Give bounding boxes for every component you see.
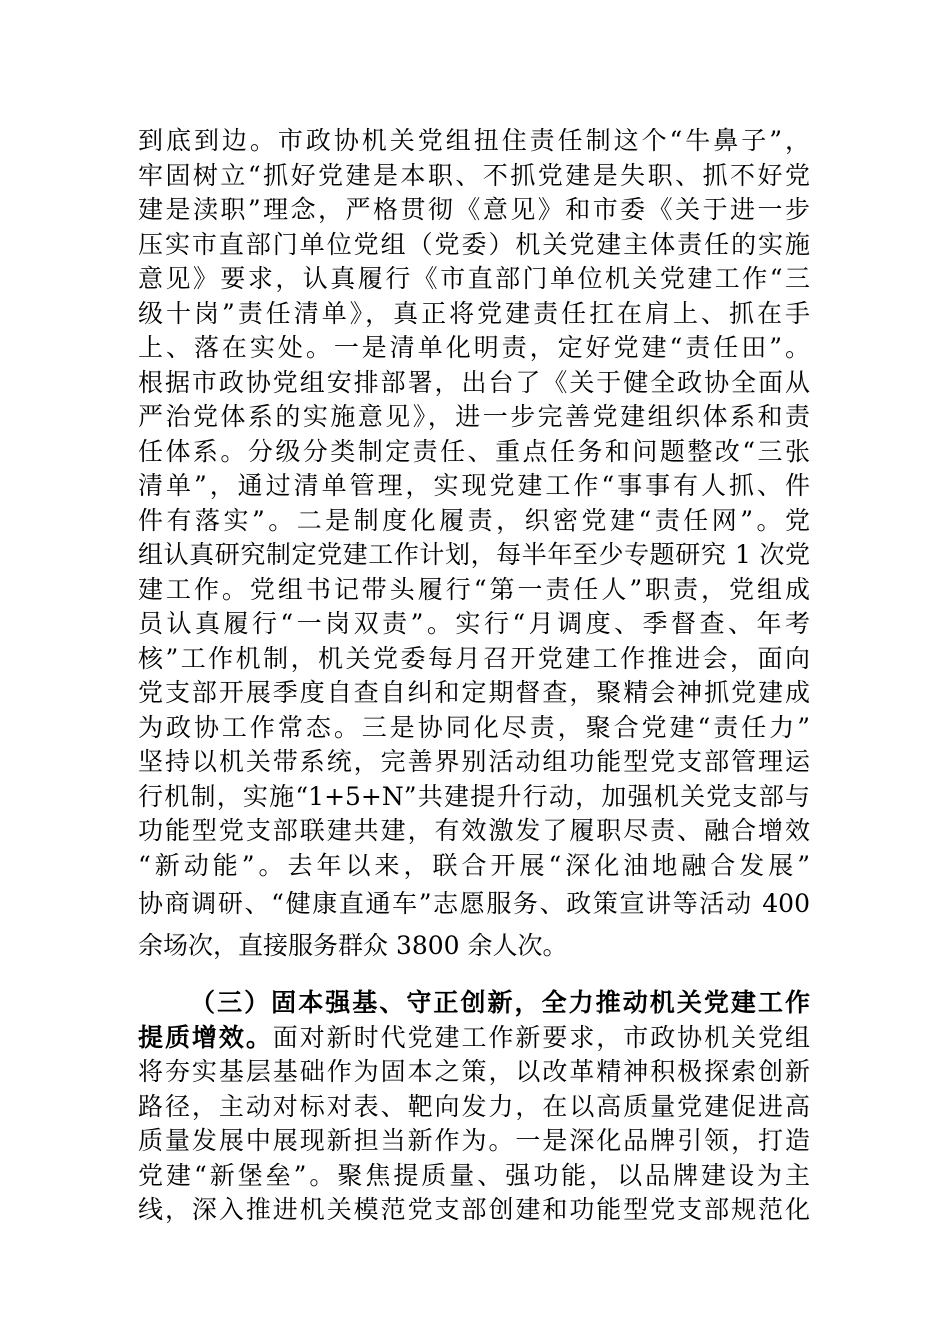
paragraph-2 — [138, 986, 810, 1228]
section-heading: （三）固本强基、守正创新，全力推动机关党建工作 — [188, 988, 810, 1017]
text-line: 级十岗”责任清单》，真正将党建责任扛在肩上、抓在手 — [138, 298, 810, 328]
text-line: 到底到边。市政协机关党组扭住责任制这个“牛鼻子”， — [138, 126, 810, 155]
text-line: 核”工作机制，机关党委每月召开党建工作推进会，面向 — [138, 643, 810, 673]
text-line: 牢固树立“抓好党建是本职、不抓党建是失职、抓不好党 — [138, 160, 810, 190]
section-heading-line — [138, 986, 810, 1021]
section-heading-continued: 提质增效。 — [138, 1022, 273, 1052]
text-line: 为政协工作常态。三是协同化尽责，聚合党建“责任力” — [138, 712, 810, 742]
text-line: 清单”，通过清单管理，实现党建工作“事事有人抓、件 — [138, 471, 810, 500]
text-line: 党支部开展季度自查自纠和定期督查，聚精会神抓党建成 — [138, 678, 810, 707]
text-line: 组认真研究制定党建工作计划，每半年至少专题研究 1 次党 — [138, 540, 810, 569]
text-line: 协商调研、“健康直通车”志愿服务、政策宣讲等活动 400 — [138, 889, 810, 918]
text-line: 压实市直部门单位党组（党委）机关党建主体责任的实施 — [138, 229, 810, 259]
text-line: 坚持以机关带系统，完善界别活动组功能型党支部管理运 — [138, 747, 810, 776]
text-line — [138, 1021, 810, 1056]
text-line: 员认真履行“一岗双责”。实行“月调度、季督查、年考 — [138, 609, 810, 638]
text-line: 上、落在实处。一是清单化明责，定好党建“责任田”。 — [138, 333, 810, 362]
text-line: 件有落实”。二是制度化履责，织密党建“责任网”。党 — [138, 505, 810, 535]
text-line: 质量发展中展现新担当新作为。一是深化品牌引领，打造 — [138, 1126, 810, 1155]
text-line: “新动能”。去年以来，联合开展“深化油地融合发展” — [138, 850, 810, 880]
text-line: 功能型党支部联建共建，有效激发了履职尽责、融合增效 — [138, 816, 810, 845]
text-line: 线，深入推进机关模范党支部创建和功能型党支部规范化 — [138, 1195, 810, 1224]
text-line: 建是渎职”理念，严格贯彻《意见》和市委《关于进一步 — [138, 195, 810, 224]
text-run: 面对新时代党建工作新要求，市政协机关党组 — [272, 1022, 810, 1052]
text-line: 行机制，实施“1+5+N”共建提升行动，加强机关党支部与 — [138, 781, 810, 811]
paragraph-1 — [138, 124, 810, 967]
text-line: 建工作。党组书记带头履行“第一责任人”职责，党组成 — [138, 574, 810, 604]
text-line: 将夯实基层基础作为固本之策，以改革精神积极探索创新 — [138, 1057, 810, 1086]
text-line: 意见》要求，认真履行《市直部门单位机关党建工作“三 — [138, 264, 810, 293]
text-line: 根据市政协党组安排部署，出台了《关于健全政协全面从 — [138, 367, 810, 397]
text-line: 余场次，直接服务群众 3800 余人次。 — [138, 931, 568, 960]
text-line: 路径，主动对标对表、靶向发力，在以高质量党建促进高 — [138, 1091, 810, 1121]
text-line: 严治党体系的实施意见》，进一步完善党建组织体系和责 — [138, 402, 810, 431]
text-line: 任体系。分级分类制定责任、重点任务和问题整改“三张 — [138, 436, 810, 466]
text-line: 党建“新堡垒”。聚焦提质量、强功能，以品牌建设为主 — [138, 1160, 810, 1190]
